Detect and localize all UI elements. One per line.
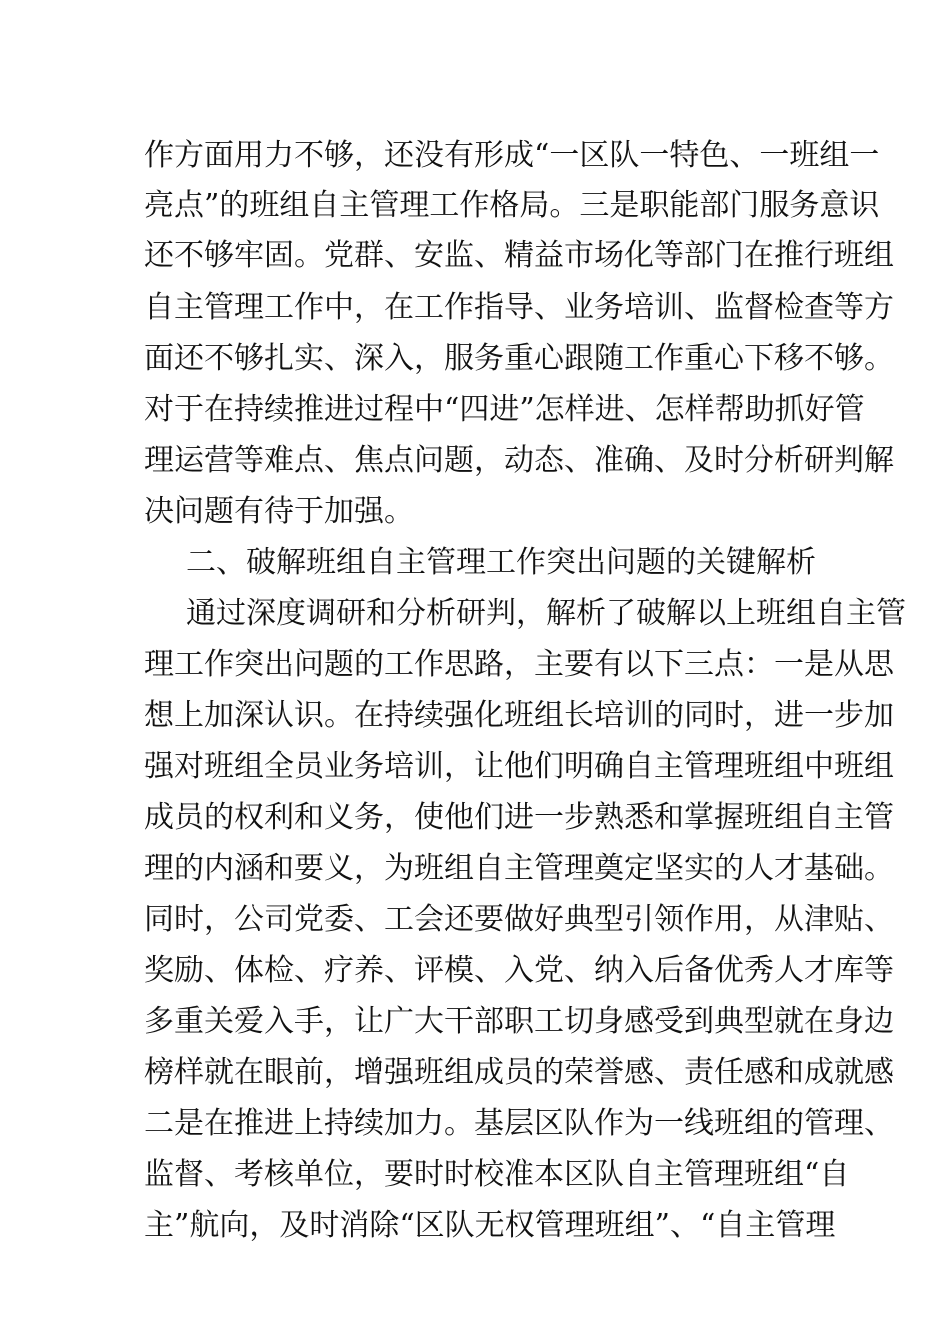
text-line: 对于在持续推进过程中“四进”怎样进、怎样帮助抓好管 <box>144 392 865 427</box>
section-heading: 二、破解班组自主管理工作突出问题的关键解析 <box>186 545 816 580</box>
text-line: 自主管理工作中，在工作指导、业务培训、监督检查等方 <box>144 290 894 325</box>
text-line: 决问题有待于加强。 <box>144 494 414 529</box>
text-line: 理的内涵和要义，为班组自主管理奠定坚实的人才基础。 <box>144 851 894 886</box>
text-line: 还不够牢固。党群、安监、精益市场化等部门在推行班组 <box>144 238 894 273</box>
text-line: 监督、考核单位，要时时校准本区队自主管理班组“自 <box>144 1157 850 1192</box>
text-line: 强对班组全员业务培训，让他们明确自主管理班组中班组 <box>144 749 894 784</box>
text-line: 同时，公司党委、工会还要做好典型引领作用，从津贴、 <box>144 902 894 937</box>
text-line: 二是在推进上持续加力。基层区队作为一线班组的管理、 <box>144 1106 894 1141</box>
text-line: 面还不够扎实、深入，服务重心跟随工作重心下移不够。 <box>144 341 894 376</box>
text-line: 奖励、体检、疗养、评模、入党、纳入后备优秀人才库等 <box>144 953 894 988</box>
text-line: 想上加深认识。在持续强化班组长培训的同时，进一步加 <box>144 698 894 733</box>
text-line: 主”航向，及时消除“区队无权管理班组”、“自主管理 <box>144 1208 836 1243</box>
text-line: 通过深度调研和分析研判，解析了破解以上班组自主管 <box>186 596 906 631</box>
text-line: 多重关爱入手，让广大干部职工切身感受到典型就在身边 <box>144 1004 894 1039</box>
text-line: 作方面用力不够，还没有形成“一区队一特色、一班组一 <box>144 138 880 173</box>
text-line: 成员的权利和义务，使他们进一步熟悉和掌握班组自主管 <box>144 800 894 835</box>
text-line: 理运营等难点、焦点问题，动态、准确、及时分析研判解 <box>144 443 894 478</box>
text-line: 亮点”的班组自主管理工作格局。三是职能部门服务意识 <box>144 188 880 223</box>
text-line: 理工作突出问题的工作思路，主要有以下三点：一是从思 <box>144 647 894 682</box>
text-line: 榜样就在眼前，增强班组成员的荣誉感、责任感和成就感 <box>144 1055 894 1090</box>
